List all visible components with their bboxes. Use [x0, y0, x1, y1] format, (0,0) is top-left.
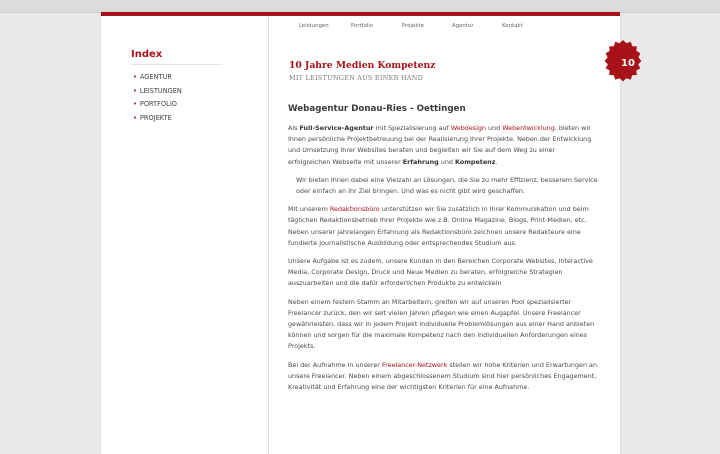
- freelancer-paragraph: Neben einem festem Stamm an Mitarbeitern, greifen wir auf unseren Pool spezialisierter Freelancer zurück, den wir seit vielen Jahren pflegen wie einen Augapfel. Unsere Freelancer gewährleisten, dass wir in jedem Projekt individuelle Problemlösungen aus einer Hand anbieten können und sorgen für die maximale Kompetenz nach den individuellen Anforderungen eines Projekts.: [288, 297, 595, 351]
- strong-text: Full-Service-Agentur: [299, 124, 374, 132]
- sidebar-item-leistungen[interactable]: [133, 86, 182, 100]
- page-container: [101, 12, 635, 454]
- bullet-icon: •: [133, 86, 137, 95]
- text: Mit unserem: [288, 205, 330, 214]
- text: und: [485, 124, 503, 132]
- strong-text: Kompetenz: [454, 157, 496, 166]
- text: stellen wir hohe Kriterien und Erwartungen an unsere Freelancer. Neben einem abgeschlossenem Studium sind hier persönliches Engagement, Kreativität und Erfahrung eine der wichtigsten Kriterien für eine Aufnahme.: [288, 360, 598, 392]
- article-body: [288, 123, 598, 400]
- link-freelancer-netzwerk[interactable]: Freelancer-Netzwerk: [381, 360, 448, 369]
- sidebar-item-projekte[interactable]: [133, 113, 182, 127]
- sidebar: [101, 16, 269, 454]
- netzwerk-paragraph: [288, 360, 598, 394]
- sidebar-item-label: PORTFOLIO: [139, 100, 177, 109]
- link-webdesign[interactable]: Webdesign: [450, 124, 486, 132]
- page-headline: Webagentur Donau-Ries - Oettingen: [288, 104, 466, 114]
- slogan-subtitle: MIT LEISTUNGEN AUS EINER HAND: [289, 74, 424, 82]
- strong-text: Erfahrung: [402, 157, 439, 166]
- text: unterstützen wir Sie zusätzlich in Ihrer Kommunikation und beim täglichen Redaktionsbetrieb Ihrer Projekte wie z.B. Online Magazine, Blogs, Print-Medien, etc. Neben unserer jahrelangen Erfahrung als Redaktionsbüro zeichnen unsere Redakteure eine fundierte journalistische Ausbildung oder entsprechendes Studium aus.: [288, 205, 589, 247]
- sidebar-item-label: PROJEKTE: [139, 113, 172, 122]
- sidebar-item-label: AGENTUR: [139, 73, 172, 81]
- badge-seal-icon: [601, 40, 635, 84]
- nav-item-leistungen[interactable]: Leistungen: [299, 23, 329, 29]
- text: und: [438, 157, 455, 166]
- aufgabe-paragraph: Unsere Aufgabe ist es zudem, unsere Kunden in den Bereichen Corporate Websites, Interactive Media, Corporate Design, Druck und Neue Medien zu beraten, erfolgreiche Strategien auszuarbeiten und die dafür erforderlichen Produkte zu entwickeln: [288, 257, 593, 288]
- bullet-icon: •: [133, 113, 137, 122]
- nav-item-kontakt[interactable]: Kontakt: [502, 23, 523, 29]
- slogan-title: 10 Jahre Medien Kompetenz: [289, 60, 436, 71]
- text: mit Spezialisierung auf: [373, 124, 451, 132]
- redaktion-paragraph: [288, 204, 598, 249]
- sidebar-nav: [133, 72, 182, 126]
- text: , bieten wir Ihnen persönliche Projektbetreuung bei der Realisierung Ihrer Projekte. Neben der Entwicklung und Umsetzung Ihrer Websites beraten und begleiten wir Sie auf dem Weg zu einer erfolgreichen Webseite mit unserer: [288, 124, 592, 166]
- sidebar-item-agentur[interactable]: [133, 72, 182, 86]
- link-redaktionsbuero[interactable]: Redaktionsbüro: [329, 205, 380, 214]
- text: .: [495, 157, 498, 166]
- sidebar-item-label: LEISTUNGEN: [139, 86, 182, 95]
- intro-paragraph: [288, 123, 598, 168]
- quote-paragraph: Wir bieten Ihnen dabei eine Vielzahl an Lösungen, die Sie zu mehr Effizienz, besserem Service oder einfach an Ihr Ziel bringen. Und was es nicht gibt wird geschaffen.: [296, 175, 598, 196]
- nav-item-projekte[interactable]: Projekte: [402, 23, 424, 29]
- nav-item-agentur[interactable]: Agentur: [452, 23, 474, 29]
- text: Bei der Aufnahme in unserer: [288, 360, 382, 369]
- bullet-icon: •: [133, 100, 137, 109]
- link-webentwicklung[interactable]: Webentwicklung: [502, 124, 555, 132]
- sidebar-item-portfolio[interactable]: [133, 99, 182, 113]
- text: Als: [288, 124, 300, 132]
- bullet-icon: •: [133, 73, 137, 81]
- nav-item-portfolio[interactable]: Portfolio: [351, 23, 374, 29]
- svg-text:10: 10: [621, 58, 635, 69]
- sidebar-title: Index: [131, 49, 222, 65]
